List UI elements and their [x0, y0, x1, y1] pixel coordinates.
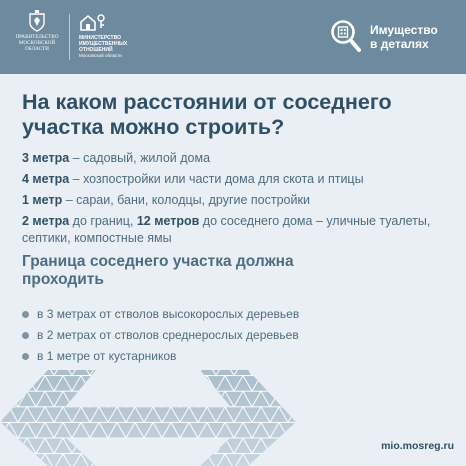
bullet-dot-icon: [22, 311, 29, 318]
rule-text: – сараи, бани, колодцы, другие постройки: [62, 193, 310, 207]
website-link[interactable]: mio.mosreg.ru: [381, 440, 454, 452]
rule-distance-secondary: 12 метров: [136, 214, 200, 228]
list-item: [22, 327, 299, 343]
rule-item: [22, 192, 452, 209]
ministry-logo-line-2: ИМУЩЕСТВЕННЫХ: [79, 41, 128, 47]
government-logo: [12, 10, 62, 53]
rule-distance: 4 метра: [22, 172, 70, 186]
rule-item: [22, 171, 452, 188]
rule-text: – хозпостройки или части дома для скота и птицы: [69, 172, 364, 186]
project-badge: [370, 23, 438, 51]
rule-item: [22, 213, 452, 247]
bullet-dot-icon: [22, 332, 29, 339]
project-badge-line-1: Имущество: [370, 23, 438, 37]
list-item: [22, 348, 299, 364]
list-item-text: в 3 метрах от стволов высокорослых деревьев: [37, 307, 300, 321]
rule-distance: 1 метр: [22, 193, 63, 207]
list-item: [22, 306, 299, 322]
rule-distance: 2 метра: [22, 214, 70, 228]
section-subtitle: Граница соседнего участка должна проходить: [22, 253, 294, 288]
boundary-list: [22, 306, 299, 369]
rule-item: [22, 150, 452, 167]
ministry-logo: [79, 13, 159, 59]
project-badge-line-2: в деталях: [370, 37, 429, 51]
distance-rules: [22, 150, 452, 251]
ministry-logo-line-3: ОТНОШЕНИЙ: [79, 47, 113, 53]
page-title: На каком расстоянии от соседнего участка можно строить?: [22, 90, 392, 139]
rule-text: до границ,: [69, 214, 137, 228]
rule-distance: 3 метра: [22, 151, 70, 165]
government-logo-line-1: ПРАВИТЕЛЬСТВО: [15, 35, 59, 40]
magnifier-building-icon: [330, 19, 362, 53]
government-logo-line-2: МОСКОВСКОЙ: [18, 41, 56, 46]
ministry-logo-region: Московской области: [79, 53, 122, 58]
logo-divider: [69, 14, 70, 60]
rule-text: – садовый, жилой дома: [69, 151, 211, 165]
government-logo-line-3: ОБЛАСТИ: [25, 47, 49, 52]
rule-text-secondary: до соседнего дома – уличные туалеты, септики, компостные ямы: [22, 214, 431, 245]
list-item-text: в 1 метре от кустарников: [37, 349, 177, 363]
header-bar: [0, 0, 466, 74]
house-key-icon: [79, 13, 109, 31]
list-item-text: в 2 метрах от стволов среднерослых деревьев: [37, 328, 299, 342]
ministry-logo-line-1: МИНИСТЕРСТВО: [79, 35, 121, 41]
double-arrow-graphic: [0, 360, 330, 466]
coat-of-arms-icon: [28, 10, 46, 32]
bullet-dot-icon: [22, 353, 29, 360]
